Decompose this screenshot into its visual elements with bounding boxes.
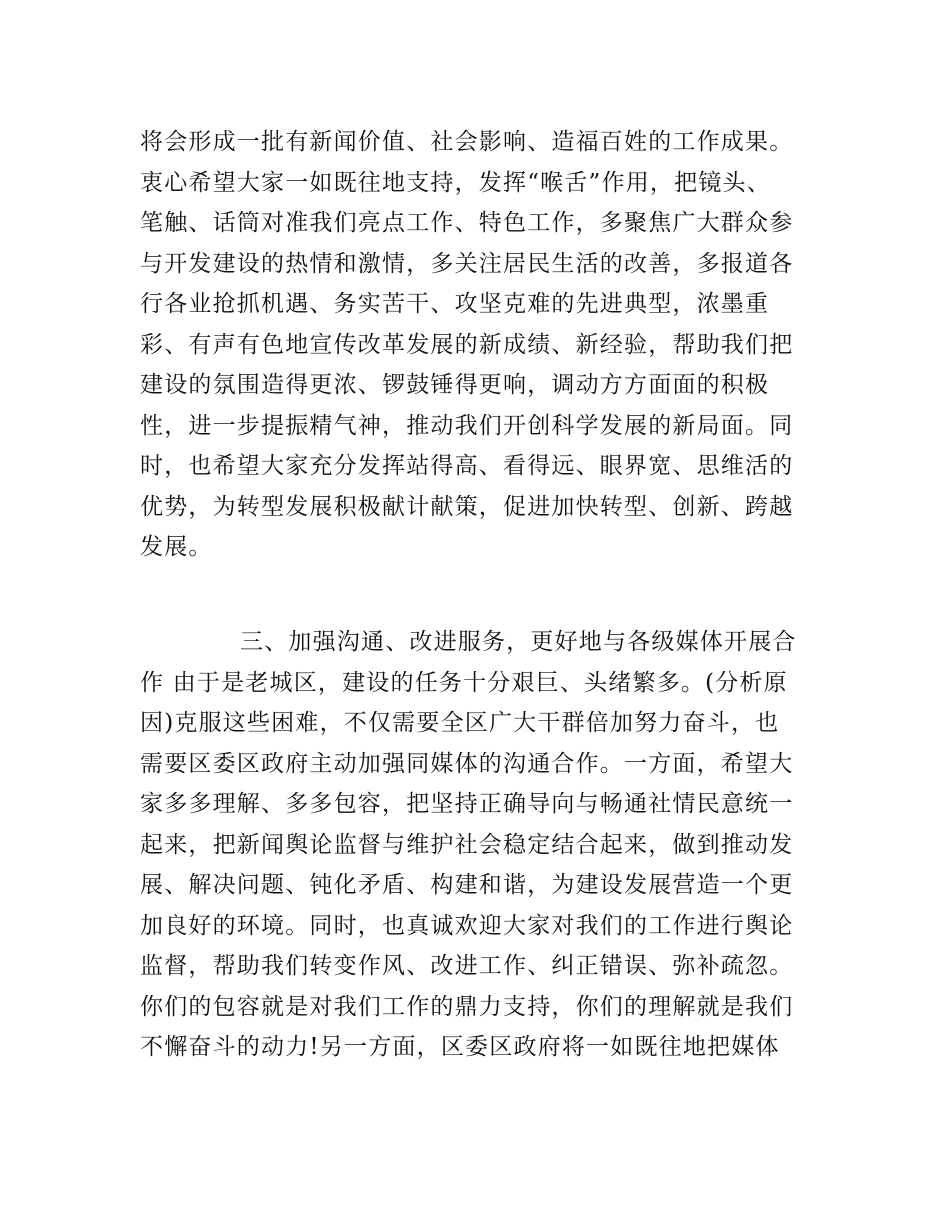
section-heading: 三、加强沟通、改进服务，更好地与各级媒体开展合 [240,629,797,655]
paragraph-2-line: 因)克服这些困难，不仅需要全区广大干群倍加努力奋斗，也 [140,710,780,736]
paragraph-1-line: 与开发建设的热情和激情，多关注居民生活的改善，多报道各 [140,250,794,277]
paragraph-2 [140,622,812,1068]
paragraph-2-line: 加良好的环境。同时，也真诚欢迎大家对我们的工作进行舆论 [140,912,794,939]
paragraph-1-line: 行各业抢抓机遇、务实苦干、攻坚克难的先进典型，浓墨重 [140,291,770,317]
paragraph-2-line: 不懈奋斗的动力!另一方面，区委区政府将一如既往地把媒体 [140,1034,780,1060]
paragraph-1-line: 建设的氛围造得更浓、锣鼓锤得更响，调动方方面面的积极 [140,372,770,398]
paragraph-1-line: 性，进一步提振精气神，推动我们开创科学发展的新局面。同 [140,412,794,439]
paragraph-2-line: 家多多理解、多多包容，把坚持正确导向与畅通社情民意统一 [140,791,794,817]
paragraph-1 [140,122,812,568]
paragraph-2-line: 展、解决问题、钝化矛盾、构建和谐，为建设发展营造一个更 [140,872,794,898]
paragraph-2-line: 你们的包容就是对我们工作的鼎力支持，你们的理解就是我们 [140,993,794,1020]
paragraph-2-line: 起来，把新闻舆论监督与维护社会稳定结合起来，做到推动发 [140,831,794,858]
paragraph-1-line: 将会形成一批有新闻价值、社会影响、造福百姓的工作成果。 [140,129,794,155]
paragraph-2-line: 需要区委区政府主动加强同媒体的沟通合作。一方面，希望大 [140,750,794,777]
paragraph-1-line: 优势，为转型发展积极献计献策，促进加快转型、创新、跨越 [140,493,794,520]
paragraph-2-line: 监督，帮助我们转变作风、改进工作、纠正错误、弥补疏忽。 [140,953,794,979]
paragraph-1-line: 发展。 [140,534,213,560]
paragraph-1-line: 彩、有声有色地宣传改革发展的新成绩、新经验，帮助我们把 [140,331,794,358]
paragraph-1-line: 笔触、话筒对准我们亮点工作、特色工作，多聚焦广大群众参 [140,210,794,236]
paragraph-1-line: 时，也希望大家充分发挥站得高、看得远、眼界宽、思维活的 [140,453,794,479]
paragraph-1-line: 衷心希望大家一如既往地支持，发挥“喉舌”作用，把镜头、 [140,169,771,196]
paragraph-2-line: 作 由于是老城区，建设的任务十分艰巨、头绪繁多。(分析原 [140,669,788,696]
